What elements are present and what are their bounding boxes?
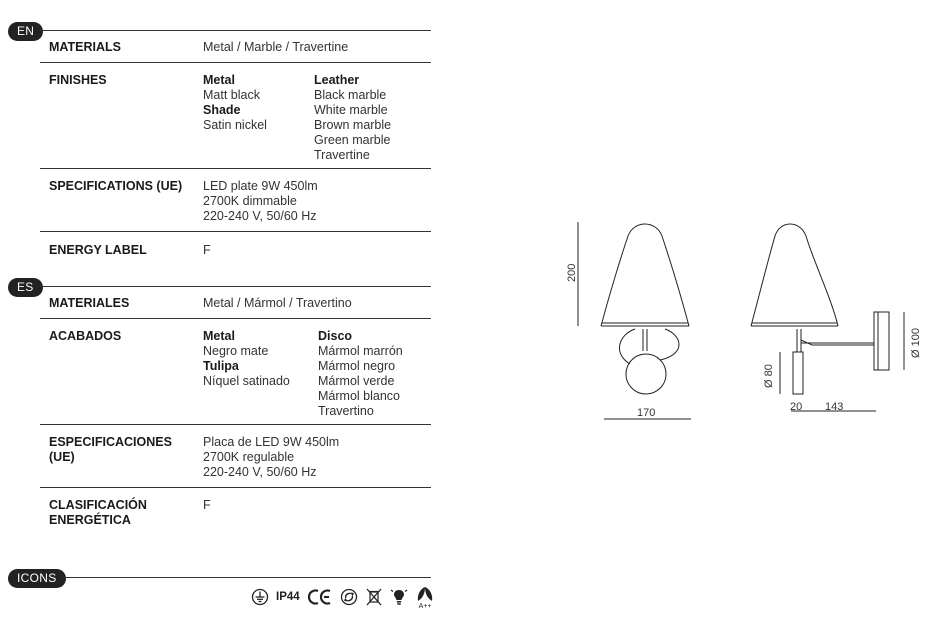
finish-item: Leather — [314, 73, 360, 87]
section-tag-line — [40, 30, 431, 31]
finish-item: Metal — [203, 73, 235, 87]
section-tag-en: EN — [8, 22, 43, 41]
energy-label: ENERGY LABEL — [49, 243, 147, 257]
spec-line: 2700K dimmable — [203, 194, 297, 208]
clasificacion-value: F — [203, 498, 211, 512]
materiales-value: Metal / Mármol / Travertino — [203, 296, 352, 310]
recycle-icon — [340, 588, 358, 606]
specifications-value — [203, 179, 318, 224]
side-depth-a-dim: 20 — [790, 401, 803, 413]
finish-item: Green marble — [314, 133, 391, 147]
divider — [40, 424, 431, 425]
energy-class-text: A++ — [418, 603, 432, 609]
acabados-label: ACABADOS — [49, 329, 122, 343]
finish-item: Mármol marrón — [318, 344, 403, 358]
finish-item: Brown marble — [314, 118, 392, 132]
divider — [40, 62, 431, 63]
side-plate-dim: Ø 100 — [910, 328, 922, 358]
finish-item: Satin nickel — [203, 118, 267, 132]
finish-item: Mármol verde — [318, 374, 395, 388]
finish-item: Níquel satinado — [203, 374, 290, 388]
finish-item: Disco — [318, 329, 353, 343]
finish-item: Negro mate — [203, 344, 269, 358]
finishes-label: FINISHES — [49, 73, 107, 87]
section-tag-line — [62, 577, 431, 578]
divider — [40, 487, 431, 488]
section-tag-line — [40, 286, 431, 287]
finish-item: White marble — [314, 103, 388, 117]
especificaciones-value — [203, 435, 339, 480]
divider — [40, 231, 431, 232]
materiales-label: MATERIALES — [49, 296, 130, 310]
specifications-label: SPECIFICATIONS (UE) — [49, 179, 183, 193]
front-width-dim: 170 — [637, 407, 656, 419]
side-depth-b-dim: 143 — [825, 401, 844, 413]
section-tag-icons: ICONS — [8, 569, 66, 588]
led-bulb-icon — [390, 587, 408, 607]
side-disc-dim: Ø 80 — [763, 364, 775, 388]
finish-item: Shade — [203, 103, 241, 117]
finish-item: Travertino — [318, 404, 374, 418]
energy-leaf-icon — [415, 585, 435, 609]
technical-drawing — [555, 215, 927, 430]
earth-ground-icon — [251, 588, 269, 606]
weee-bin-icon — [365, 587, 383, 607]
ce-mark-icon — [307, 588, 333, 606]
finish-item: Metal — [203, 329, 235, 343]
finishes-col1 — [203, 73, 267, 133]
finish-item: Mármol negro — [318, 359, 396, 373]
divider — [40, 318, 431, 319]
materials-value: Metal / Marble / Travertine — [203, 40, 349, 54]
icon-strip — [251, 586, 442, 608]
clasificacion-label: CLASIFICACIÓN ENERGÉTICA — [49, 498, 147, 527]
spec-line: 220-240 V, 50/60 Hz — [203, 465, 317, 479]
front-height-dim: 200 — [566, 263, 578, 282]
spec-line: 220-240 V, 50/60 Hz — [203, 209, 317, 223]
finish-item: Matt black — [203, 88, 260, 102]
materials-label: MATERIALS — [49, 40, 121, 54]
spec-line: LED plate 9W 450lm — [203, 179, 318, 193]
finishes-col2 — [314, 73, 391, 163]
especificaciones-label: ESPECIFICACIONES (UE) — [49, 435, 172, 464]
spec-line: 2700K regulable — [203, 450, 295, 464]
section-tag-es: ES — [8, 278, 43, 297]
finish-item: Tulipa — [203, 359, 239, 373]
acabados-col1 — [203, 329, 290, 389]
acabados-col2 — [318, 329, 403, 419]
spec-line: Placa de LED 9W 450lm — [203, 435, 340, 449]
divider — [40, 168, 431, 169]
finish-item: Black marble — [314, 88, 387, 102]
energy-value: F — [203, 243, 211, 257]
finish-item: Mármol blanco — [318, 389, 400, 403]
finish-item: Travertine — [314, 148, 370, 162]
ip44-icon: IP44 — [276, 591, 300, 603]
front-view — [578, 222, 691, 419]
